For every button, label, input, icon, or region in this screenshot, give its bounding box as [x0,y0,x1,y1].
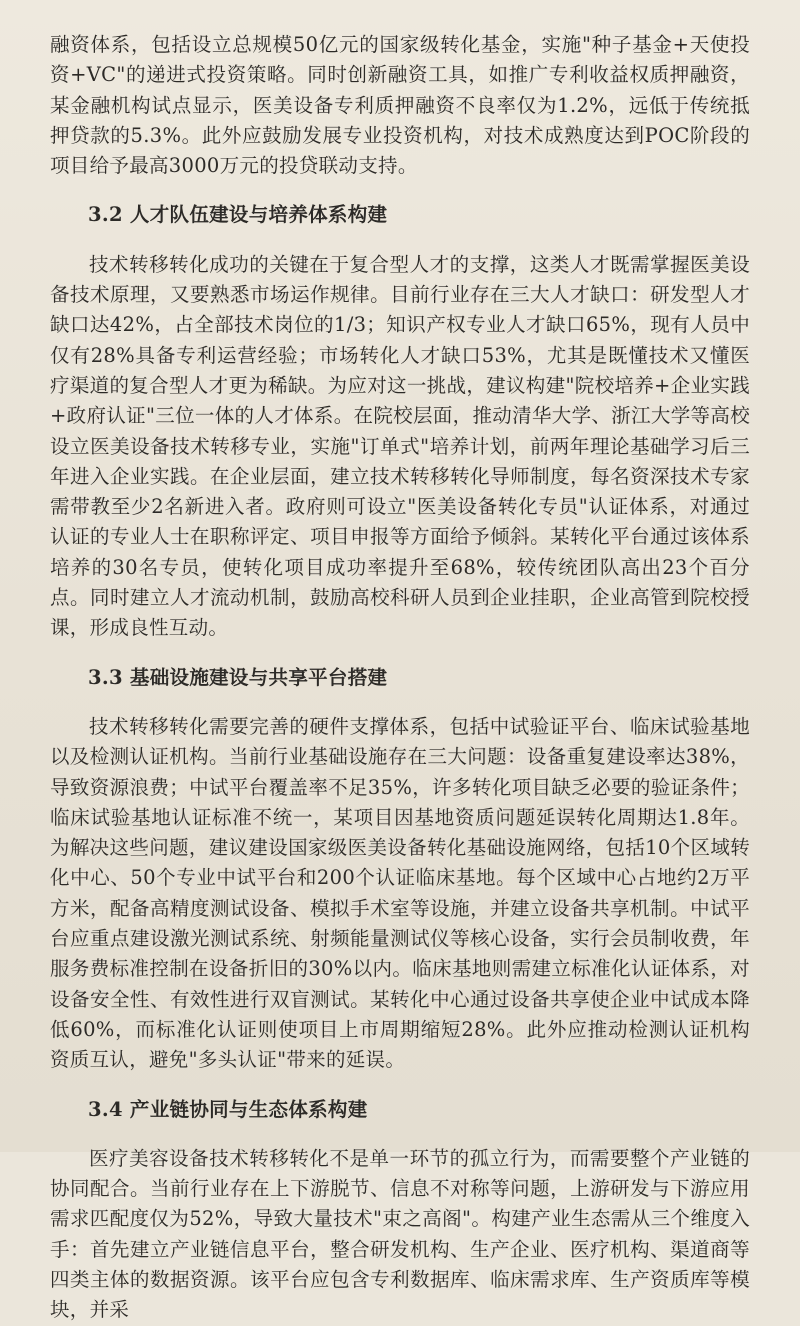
section-body-3-3: 技术转移转化需要完善的硬件支撑体系，包括中试验证平台、临床试验基地以及检测认证机构。当前行业基础设施存在三大问题：设备重复建设率达38%，导致资源浪费；中试平台覆盖率不足35%，许多转化项目缺乏必要的验证条件；临床试验基地认证标准不统一，某项目因基地资质问题延误转化周期达1.8年。为解决这些问题，建议建设国家级医美设备转化基础设施网络，包括10个区域转化中心、50个专业中试平台和200个认证临床基地。每个区域中心占地约2万平方米，配备高精度测试设备、模拟手术室等设施，并建立设备共享机制。中试平台应重点建设激光测试系统、射频能量测试仪等核心设备，实行会员制收费，年服务费标准控制在设备折旧的30%以内。临床基地则需建立标准化认证体系，对设备安全性、有效性进行双盲测试。某转化中心通过设备共享使企业中试成本降低60%，而标准化认证则使项目上市周期缩短28%。此外应推动检测认证机构资质互认，避免"多头认证"带来的延误。 [50,714,750,1072]
section-heading-3-4: 3.4 产业链协同与生态体系构建 [88,1097,368,1121]
section-heading-3-3: 3.3 基础设施建设与共享平台搭建 [88,665,388,689]
section-heading-3-2: 3.2 人才队伍建设与培养体系构建 [88,203,388,227]
section-body-3-4: 医疗美容设备技术转移转化不是单一环节的孤立行为，而需要整个产业链的协同配合。当前行业存在上下游脱节、信息不对称等问题，上游研发与下游应用需求匹配度仅为52%，导致大量技术"束之高阁"。构建产业生态需从三个维度入手：首先建立产业链信息平台，整合研发机构、生产企业、医疗机构、渠道商等四类主体的数据资源。该平台应包含专利数据库、临床需求库、生产资质库等模块，并采 [50,1146,750,1322]
section-body-3-2: 技术转移转化成功的关键在于复合型人才的支撑，这类人才既需掌握医美设备技术原理，又要熟悉市场运作规律。目前行业存在三大人才缺口：研发型人才缺口达42%，占全部技术岗位的1/3；知识产权专业人才缺口65%，现有人员中仅有28%具备专利运营经验；市场转化人才缺口53%，尤其是既懂技术又懂医疗渠道的复合型人才更为稀缺。为应对这一挑战，建议构建"院校培养+企业实践+政府认证"三位一体的人才体系。在院校层面，推动清华大学、浙江大学等高校设立医美设备技术转移专业，实施"订单式"培养计划，前两年理论基础学习后三年进入企业实践。在企业层面，建立技术转移转化导师制度，每名资深技术专家需带教至少2名新进入者。政府则可设立"医美设备转化专员"认证体系，对通过认证的专业人士在职称评定、项目申报等方面给予倾斜。某转化平台通过该体系培养的30名专员，使转化项目成功率提升至68%，较传统团队高出23个百分点。同时建立人才流动机制，鼓励高校科研人员到企业挂职，企业高管到院校授课，形成良性互动。 [50,252,750,640]
opening-paragraph: 融资体系，包括设立总规模50亿元的国家级转化基金，实施"种子基金+天使投资+VC"的递进式投资策略。同时创新融资工具，如推广专利收益权质押融资，某金融机构试点显示，医美设备专利质押融资不良率仅为1.2%，远低于传统抵押贷款的5.3%。此外应鼓励发展专业投资机构，对技术成熟度达到POC阶段的项目给予最高3000万元的投贷联动支持。 [50,33,750,178]
